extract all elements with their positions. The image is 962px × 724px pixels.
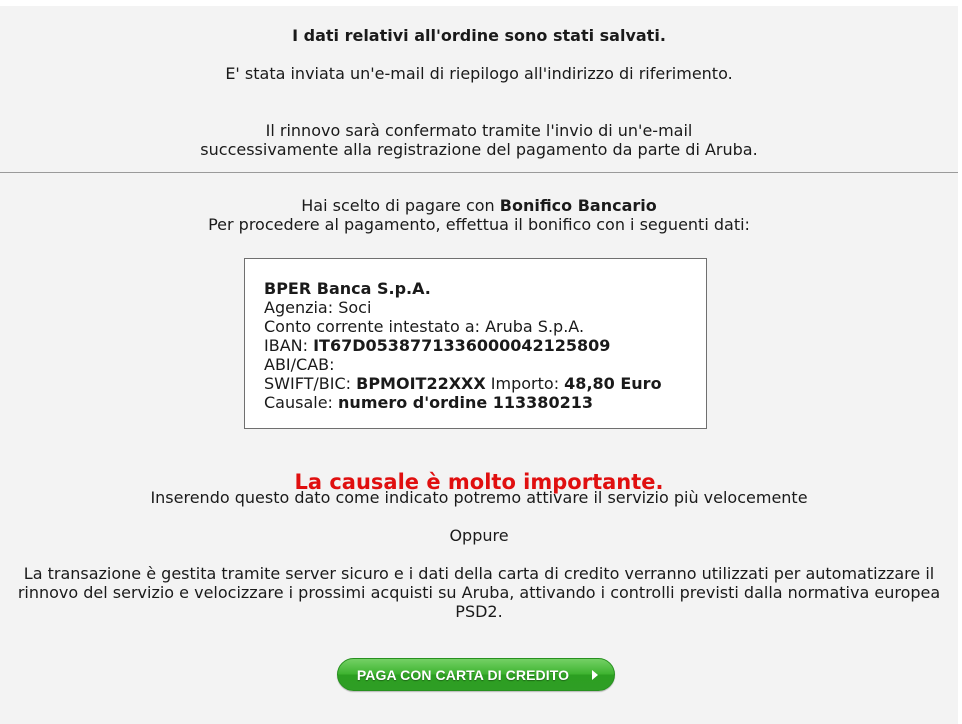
pay-button-label: PAGA CON CARTA DI CREDITO bbox=[356, 667, 570, 683]
iban-value: IT67D0538771336000042125809 bbox=[313, 336, 611, 355]
card-info-line-2: rinnovo del servizio e velocizzare i prossimi acquisti su Aruba, attivando i controlli previsti dalla normativa europea bbox=[17, 583, 941, 602]
abi-cab-row bbox=[264, 355, 662, 374]
payment-instruction: Per procedere al pagamento, effettua il bonifico con i seguenti dati: bbox=[208, 215, 750, 234]
renewal-message-line-2: successivamente alla registrazione del pagamento da parte di Aruba. bbox=[200, 140, 758, 159]
bank-agency-row bbox=[264, 298, 662, 317]
pay-with-credit-card-button[interactable] bbox=[337, 658, 615, 691]
confirmation-title: I dati relativi all'ordine sono stati salvati. bbox=[292, 26, 666, 45]
order-confirmation-panel bbox=[0, 6, 958, 724]
account-holder-row bbox=[264, 317, 662, 336]
card-info-line-1: La transazione è gestita tramite server sicuro e i dati della carta di credito verranno utilizzati per automatizzare il bbox=[23, 564, 935, 583]
account-holder-value: Aruba S.p.A. bbox=[485, 317, 585, 336]
swift-amount-row bbox=[264, 374, 662, 393]
abi-cab-label: ABI/CAB: bbox=[264, 355, 335, 374]
reason-importance-text: Inserendo questo dato come indicato potremo attivare il servizio più velocemente bbox=[150, 488, 808, 507]
iban-row bbox=[264, 336, 662, 355]
bank-transfer-details-box bbox=[244, 258, 707, 429]
account-holder-label: Conto corrente intestato a: bbox=[264, 317, 486, 336]
payment-method-line bbox=[0, 196, 958, 215]
payment-reason-row bbox=[264, 393, 662, 412]
reason-importance-title: La causale è molto importante. bbox=[294, 470, 664, 494]
payment-method-prefix: Hai scelto di pagare con bbox=[301, 196, 500, 215]
amount-label: Importo: bbox=[485, 374, 565, 393]
card-info-line-3: PSD2. bbox=[455, 602, 503, 621]
swift-value: BPMOIT22XXX bbox=[356, 374, 486, 393]
bank-name: BPER Banca S.p.A. bbox=[264, 279, 431, 298]
email-sent-message: E' stata inviata un'e-mail di riepilogo all'indirizzo di riferimento. bbox=[225, 64, 733, 83]
agency-value: Soci bbox=[338, 298, 372, 317]
amount-value: 48,80 Euro bbox=[564, 374, 662, 393]
agency-label: Agenzia: bbox=[264, 298, 339, 317]
payment-method-name: Bonifico Bancario bbox=[499, 196, 657, 215]
section-divider bbox=[0, 172, 958, 173]
iban-label: IBAN: bbox=[264, 336, 314, 355]
payment-reason-value: numero d'ordine 113380213 bbox=[338, 393, 593, 412]
bank-details-list bbox=[264, 279, 662, 412]
chevron-right-icon bbox=[592, 670, 598, 680]
swift-label: SWIFT/BIC: bbox=[264, 374, 357, 393]
alternative-or-label: Oppure bbox=[449, 526, 509, 545]
payment-reason-label: Causale: bbox=[264, 393, 339, 412]
renewal-message-line-1: Il rinnovo sarà confermato tramite l'invio di un'e-mail bbox=[265, 121, 693, 140]
